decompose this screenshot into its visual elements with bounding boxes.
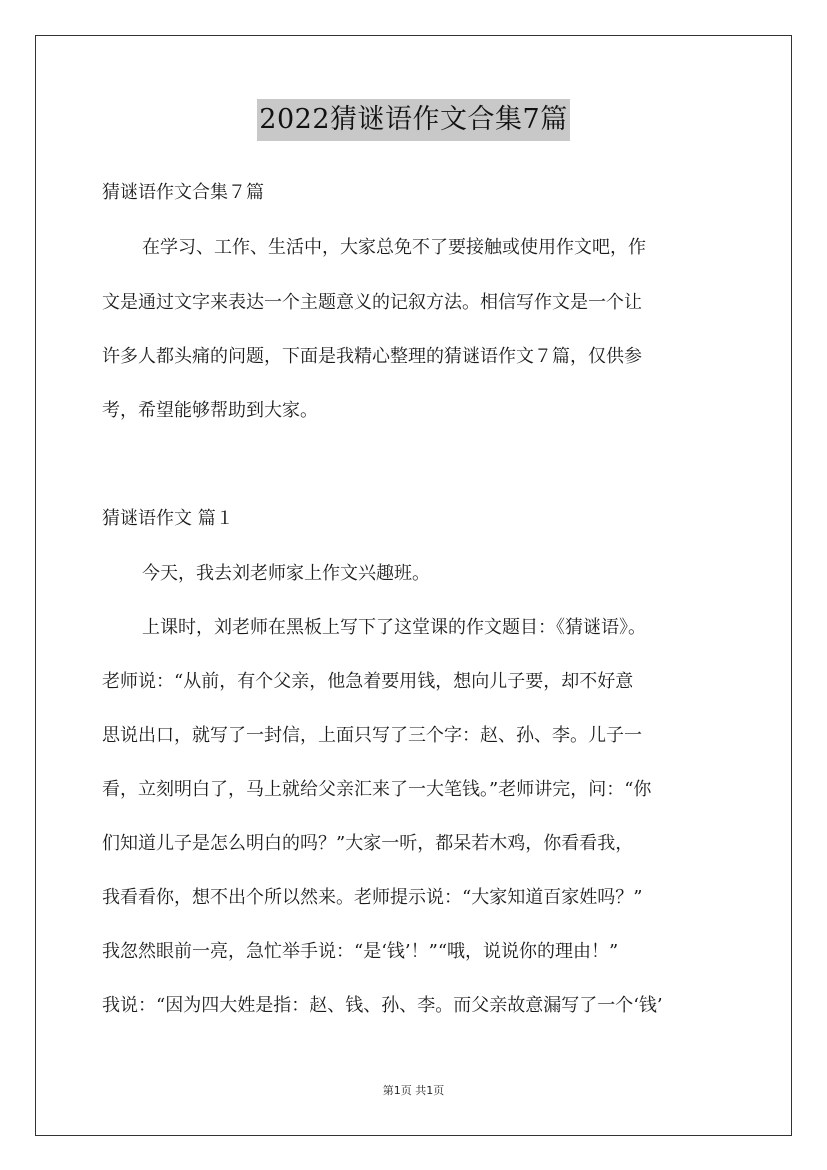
title-container: [0, 99, 827, 141]
page-footer: 第1页 共1页: [382, 1084, 445, 1097]
document-subtitle: 猜谜语作文合集７篇: [102, 182, 264, 203]
intro-line: 考，希望能够帮助到大家。: [102, 400, 318, 421]
body-line: 今天，我去刘老师家上作文兴趣班。: [142, 563, 430, 584]
intro-line: 在学习、工作、生活中，大家总免不了要接触或使用作文吧，作: [142, 237, 646, 258]
body-line: 我看看你，想不出个所以然来。老师提示说：“大家知道百家姓吗？”: [102, 887, 643, 908]
intro-line: 许多人都头痛的问题，下面是我精心整理的猜谜语作文７篇，仅供参: [102, 346, 642, 367]
body-line: 看，立刻明白了，马上就给父亲汇来了一大笔钱。”老师讲完，问：“你: [102, 779, 652, 800]
intro-line: 文是通过文字来表达一个主题意义的记叙方法。相信写作文是一个让: [102, 292, 642, 313]
body-line: 我说：“因为四大姓是指：赵、钱、孙、李。而父亲故意漏写了一个‘钱’: [102, 995, 663, 1016]
body-line: 上课时，刘老师在黑板上写下了这堂课的作文题目：《猜谜语》。: [142, 617, 646, 638]
body-line: 我忽然眼前一亮，急忙举手说：“是‘钱’！”“哦，说说你的理由！”: [102, 941, 619, 962]
body-line: 老师说：“从前，有个父亲，他急着要用钱，想向儿子要，却不好意: [102, 671, 634, 692]
body-line: 思说出口，就写了一封信，上面只写了三个字：赵、孙、李。儿子一: [102, 725, 642, 746]
section-heading: 猜谜语作文 篇１: [102, 508, 234, 529]
document-title: 2022猜谜语作文合集7篇: [257, 99, 569, 141]
body-line: 们知道儿子是怎么明白的吗？”大家一听，都呆若木鸡，你看看我，: [102, 833, 634, 854]
